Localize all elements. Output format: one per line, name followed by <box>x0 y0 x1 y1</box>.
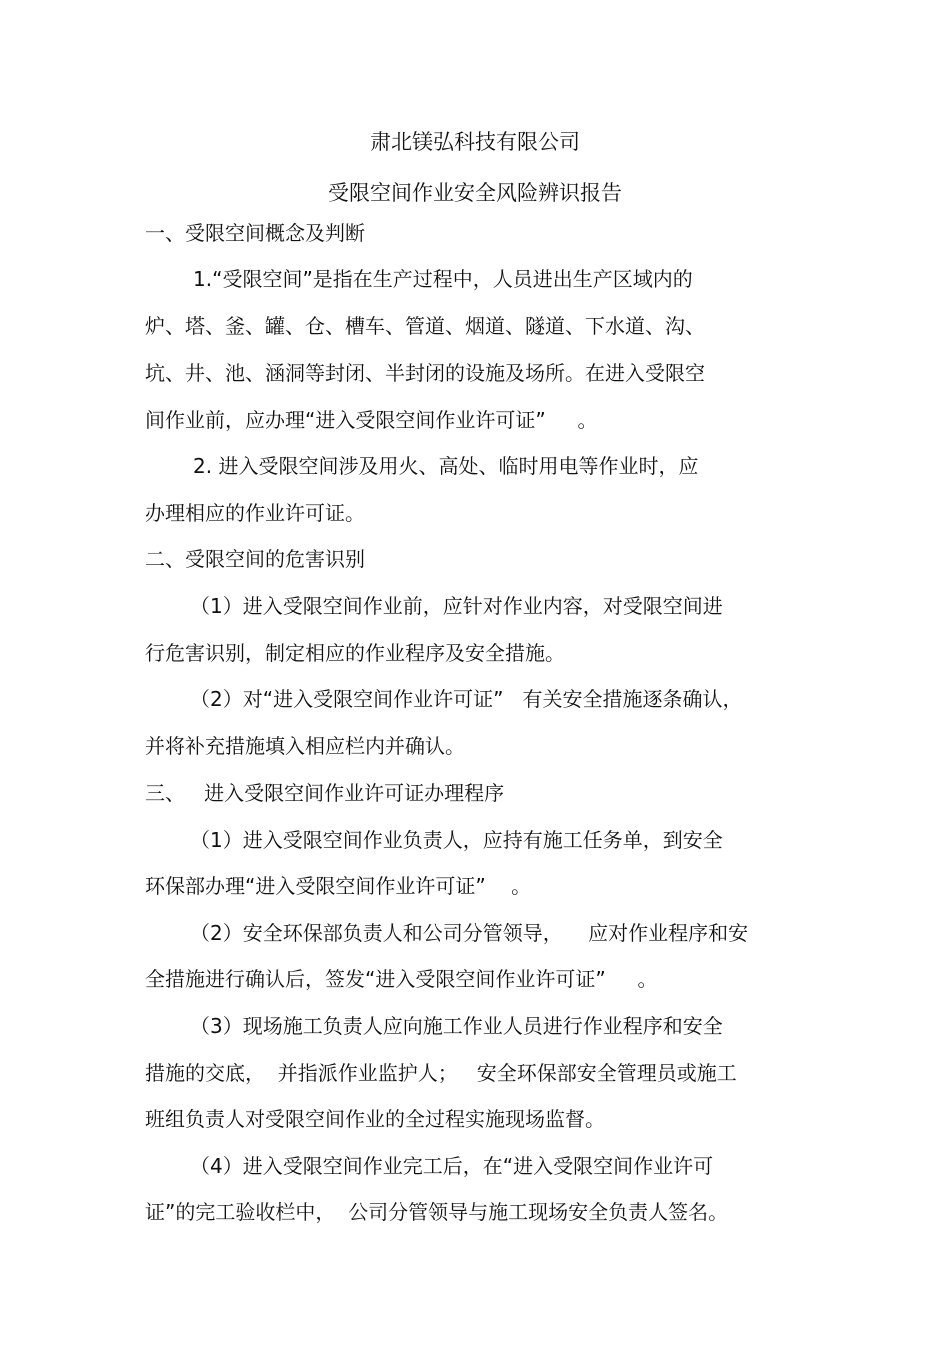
paragraph-line: 全措施进行确认后，签发“进入受限空间作业许可证” 。 <box>145 967 658 991</box>
paragraph-line: 措施的交底， 并指派作业监护人； 安全环保部安全管理员或施工 <box>145 1061 737 1085</box>
section-heading-3: 三、 进入受限空间作业许可证办理程序 <box>145 781 505 805</box>
paragraph-line: 班组负责人对受限空间作业的全过程实施现场监督。 <box>145 1107 605 1131</box>
paragraph-line: 并将补充措施填入相应栏内并确认。 <box>145 734 465 758</box>
paragraph-line: 办理相应的作业许可证。 <box>145 501 365 525</box>
paragraph-line: （4）进入受限空间作业完工后，在“进入受限空间作业许可 <box>190 1154 714 1178</box>
paragraph-line: （2）安全环保部负责人和公司分管领导， 应对作业程序和安 <box>190 921 749 945</box>
paragraph-line: 环保部办理“进入受限空间作业许可证” 。 <box>145 874 532 898</box>
paragraph-line: 行危害识别，制定相应的作业程序及安全措施。 <box>145 641 565 665</box>
paragraph-line: 炉、塔、釜、罐、仓、槽车、管道、烟道、隧道、下水道、沟、 <box>145 314 705 338</box>
paragraph-line: 证”的完工验收栏中， 公司分管领导与施工现场安全负责人签名。 <box>145 1200 729 1224</box>
paragraph-line: （3）现场施工负责人应向施工作业人员进行作业程序和安全 <box>190 1014 723 1038</box>
paragraph-line: 1.“受限空间”是指在生产过程中，人员进出生产区域内的 <box>193 267 693 291</box>
section-heading-1: 一、受限空间概念及判断 <box>145 221 365 245</box>
paragraph-line: 坑、井、池、涵洞等封闭、半封闭的设施及场所。在进入受限空 <box>145 361 705 385</box>
section-heading-2: 二、受限空间的危害识别 <box>145 547 365 571</box>
company-name: 肃北镁弘科技有限公司 <box>370 130 580 154</box>
paragraph-line: 间作业前，应办理“进入受限空间作业许可证” 。 <box>145 408 598 432</box>
paragraph-line: （1）进入受限空间作业前，应针对作业内容，对受限空间进 <box>190 594 723 618</box>
paragraph-line: （2）对“进入受限空间作业许可证” 有关安全措施逐条确认， <box>190 687 743 711</box>
paragraph-line: （1）进入受限空间作业负责人，应持有施工任务单，到安全 <box>190 828 723 852</box>
paragraph-line: 2. 进入受限空间涉及用火、高处、临时用电等作业时，应 <box>193 454 699 478</box>
report-title: 受限空间作业安全风险辨识报告 <box>328 181 622 205</box>
